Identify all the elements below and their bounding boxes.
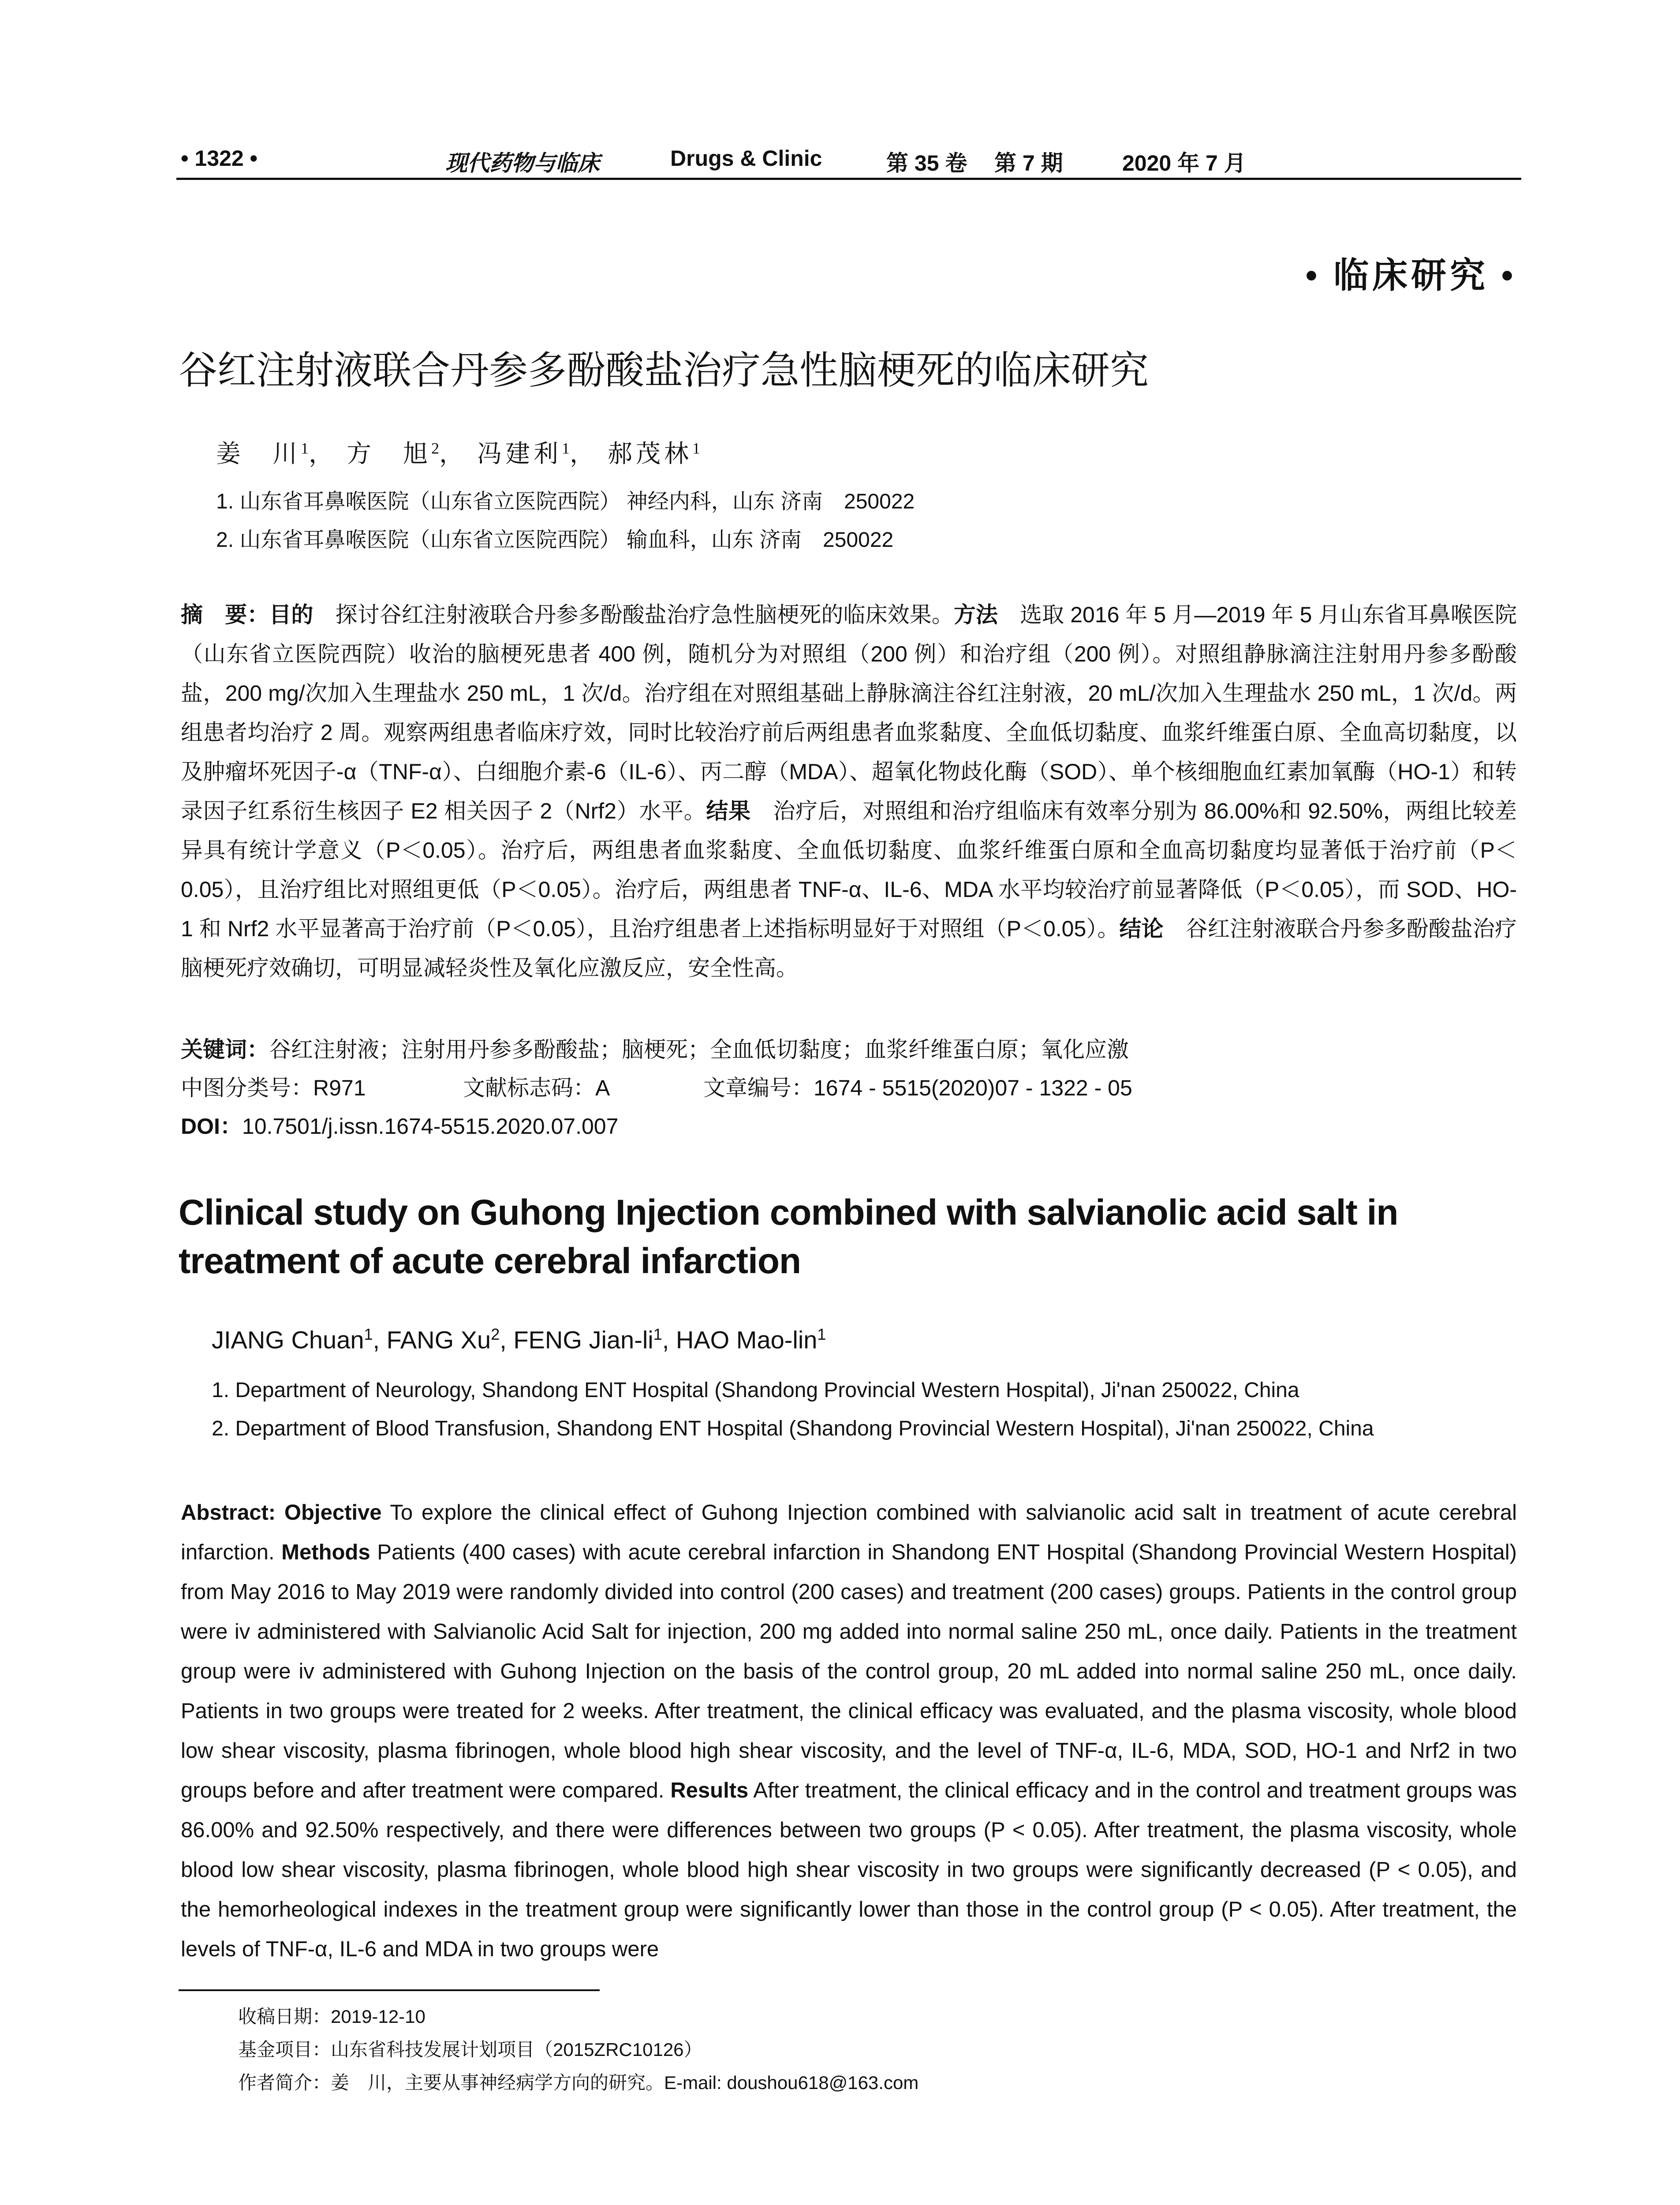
- methods-text: Patients (400 cases) with acute cerebral infarction in Shandong ENT Hospital (Shandong Provincial Western Hospital) from May 2016 to May 2019 were randomly divided into control (200 cases) and treatment (200 cases) groups. Patients in the control group were iv administered with Salvianolic Acid Salt for injection, 200 mg added into normal saline 250 mL, once daily. Patients in the treatment group were iv administered with Guhong Injection on the basis of the control group, 20 mL added into normal saline 250 mL, once daily. Patients in two groups were treated for 2 weeks. After treatment, the clinical efficacy was evaluated, and the plasma viscosity, whole blood low shear viscosity, plasma fibrinogen, whole blood high shear viscosity, and the level of TNF-α, IL-6, MDA, SOD, HO-1 and Nrf2 in two groups before and after treatment were compared.: [181, 1540, 1517, 1802]
- affiliation-cn-1: 1. 山东省耳鼻喉医院（山东省立医院西院） 神经内科，山东 济南 250022: [216, 490, 915, 513]
- issue: 第 7 期: [994, 151, 1063, 176]
- objective-label: Objective: [284, 1501, 382, 1525]
- journal-name-en: Drugs & Clinic: [670, 146, 822, 171]
- author-list-en: JIANG Chuan$^1$, FANG Xu$^2$, FENG Jian-$li^1$, HAO Mao-lin$^1$: [212, 1325, 826, 1354]
- footnote-rule: [179, 1989, 600, 1991]
- author-affil-mark: 1: [817, 1325, 826, 1343]
- keywords-text: 谷红注射液；注射用丹参多酚酸盐；脑梗死；全血低切黏度；血浆纤维蛋白原；氧化应激: [269, 1037, 1129, 1062]
- doi-label: DOI：: [181, 1114, 242, 1139]
- affiliation-cn-2: 2. 山东省耳鼻喉医院（山东省立医院西院） 输血科，山东 济南 250022: [216, 528, 894, 552]
- results-text: 治疗后，对照组和治疗组临床有效率分别为 86.00%和 92.50%，两组比较差异具有统计学意义（P＜0.05）。治疗后，两组患者血浆黏度、全血低切黏度、血浆纤维蛋白原和全血高切黏度均显著低于治疗前（P＜0.05），且治疗组比对照组更低（P＜0.05）。治疗后，两组患者 TNF-α、IL-6、MDA 水平均较治疗前显著降低（P＜0.05），而 SOD、HO-1 和 Nrf2 水平显著高于治疗前（P＜0.05），且治疗组患者上述指标明显好于对照组（P＜0.05）。: [181, 799, 1517, 941]
- author-affil-mark: 1: [562, 439, 570, 457]
- header-rule: [176, 178, 1521, 180]
- abstract-cn: [181, 595, 1517, 988]
- results-label: Results: [670, 1779, 749, 1802]
- author-affil-mark: 2: [431, 439, 439, 457]
- abstract-label: Abstract:: [181, 1501, 284, 1525]
- article-title-en: Clinical study on Guhong Injection combined with salvianolic acid salt in treatment of acute cerebral infarction: [179, 1192, 1398, 1281]
- objective-text: 探讨谷红注射液联合丹参多酚酸盐治疗急性脑梗死的临床效果。: [313, 602, 954, 627]
- results-text: After treatment, the clinical efficacy and in the control and treatment groups was 86.00% and 92.50% respectively, and there were differences between two groups (P < 0.05). After treatment, the plasma viscosity, whole blood low shear viscosity, plasma fibrinogen, whole blood high shear viscosity in two groups were significantly decreased (P < 0.05), and the hemorheological indexes in the treatment group were significantly lower than those in the control group (P < 0.05). After treatment, the levels of TNF-α, IL-6 and MDA in two groups were: [181, 1779, 1517, 1961]
- keywords-label: 关键词：: [181, 1037, 269, 1062]
- methods-label: Methods: [281, 1540, 370, 1564]
- objective-text: To explore the clinical effect of Guhong Injection combined with salvianolic acid salt in treatment of acute cerebral infarction.: [181, 1501, 1517, 1564]
- section-label: • 临床研究 •: [1305, 257, 1517, 295]
- author-name: 郝茂林: [608, 441, 692, 468]
- author-affil-mark: 1: [364, 1325, 373, 1343]
- affiliation-en-2: 2. Department of Blood Transfusion, Shandong ENT Hospital (Shandong Provincial Western Hospital), Ji'nan 250022, China: [212, 1417, 1374, 1440]
- issue-date: 2020 年 7 月: [1122, 151, 1246, 176]
- conclusion-label: 结论: [1119, 916, 1164, 941]
- methods-text: 选取 2016 年 5 月—2019 年 5 月山东省耳鼻喉医院（山东省立医院西院）收治的脑梗死患者 400 例，随机分为对照组（200 例）和治疗组（200 例）。对照组静脉滴注注射用丹参多酚酸盐，200 mg/次加入生理盐水 250 mL，1 次/d。治疗组在对照组基础上静脉滴注谷红注射液，20 mL/次加入生理盐水 250 mL，1 次/d。两组患者均治疗 2 周。观察两组患者临床疗效，同时比较治疗前后两组患者血浆黏度、全血低切黏度、血浆纤维蛋白原、全血高切黏度，以及肿瘤坏死因子-α（TNF-α）、白细胞介素-6（IL-6）、丙二醇（MDA）、超氧化物歧化酶（SOD）、单个核细胞血红素加氧酶（HO-1）和转录因子红系衍生核因子 E2 相关因子 2（Nrf2）水平。: [181, 602, 1517, 823]
- running-header: [181, 140, 1517, 180]
- author-list-cn: 姜 川$^1$， 方 旭$^2$， 冯建利$^1$， 郝茂林$^1$: [216, 439, 700, 468]
- author-name: FENG Jian-li: [513, 1326, 653, 1354]
- author-affil-mark: 1: [653, 1325, 662, 1343]
- article-title-cn: 谷红注射液联合丹参多酚酸盐治疗急性脑梗死的临床研究: [179, 348, 1149, 392]
- page-number: • 1322 •: [181, 146, 258, 171]
- author-name: FANG Xu: [386, 1326, 491, 1354]
- doi-line: [181, 1109, 618, 1140]
- author-name: 方 旭: [347, 441, 431, 468]
- doi-link[interactable]: 10.7501/j.issn.1674-5515.2020.07.007: [242, 1114, 619, 1139]
- document-code: 文献标志码：A: [463, 1076, 610, 1100]
- affiliation-en-1: 1. Department of Neurology, Shandong ENT Hospital (Shandong Provincial Western Hospital), Ji'nan 250022, China: [212, 1379, 1299, 1402]
- author-bio: 作者简介：姜 川，主要从事神经病学方向的研究。E-mail: doushou618@163.com: [238, 2072, 919, 2093]
- volume: 第 35 卷: [886, 151, 967, 176]
- results-label: 结果: [706, 799, 751, 823]
- keywords-cn: [181, 1032, 1129, 1064]
- author-name: 冯建利: [477, 441, 562, 468]
- author-affil-mark: 2: [491, 1325, 500, 1343]
- abstract-label: 摘 要：: [181, 602, 269, 627]
- abstract-en: [181, 1493, 1517, 1969]
- clc-number: 中图分类号：R971: [181, 1076, 366, 1100]
- funding: 基金项目：山东省科技发展计划项目（2015ZRC10126）: [238, 2039, 702, 2060]
- author-name: JIANG Chuan: [212, 1326, 364, 1354]
- methods-label: 方法: [953, 602, 998, 627]
- classification-line: [181, 1070, 1132, 1102]
- conclusion-text: 谷红注射液联合丹参多酚酸盐治疗脑梗死疗效确切，可明显减轻炎性及氧化应激反应，安全性高。: [181, 916, 1517, 980]
- journal-name-cn: 现代药物与临床: [445, 151, 600, 176]
- author-name: HAO Mao-lin: [676, 1326, 818, 1354]
- received-date: 收稿日期：2019-12-10: [238, 2006, 426, 2027]
- article-number: 文章编号：1674 - 5515(2020)07 - 1322 - 05: [703, 1076, 1132, 1100]
- author-name: 姜 川: [216, 441, 301, 468]
- objective-label: 目的: [269, 602, 314, 627]
- author-affil-mark: 1: [692, 439, 700, 457]
- author-affil-mark: 1: [301, 439, 309, 457]
